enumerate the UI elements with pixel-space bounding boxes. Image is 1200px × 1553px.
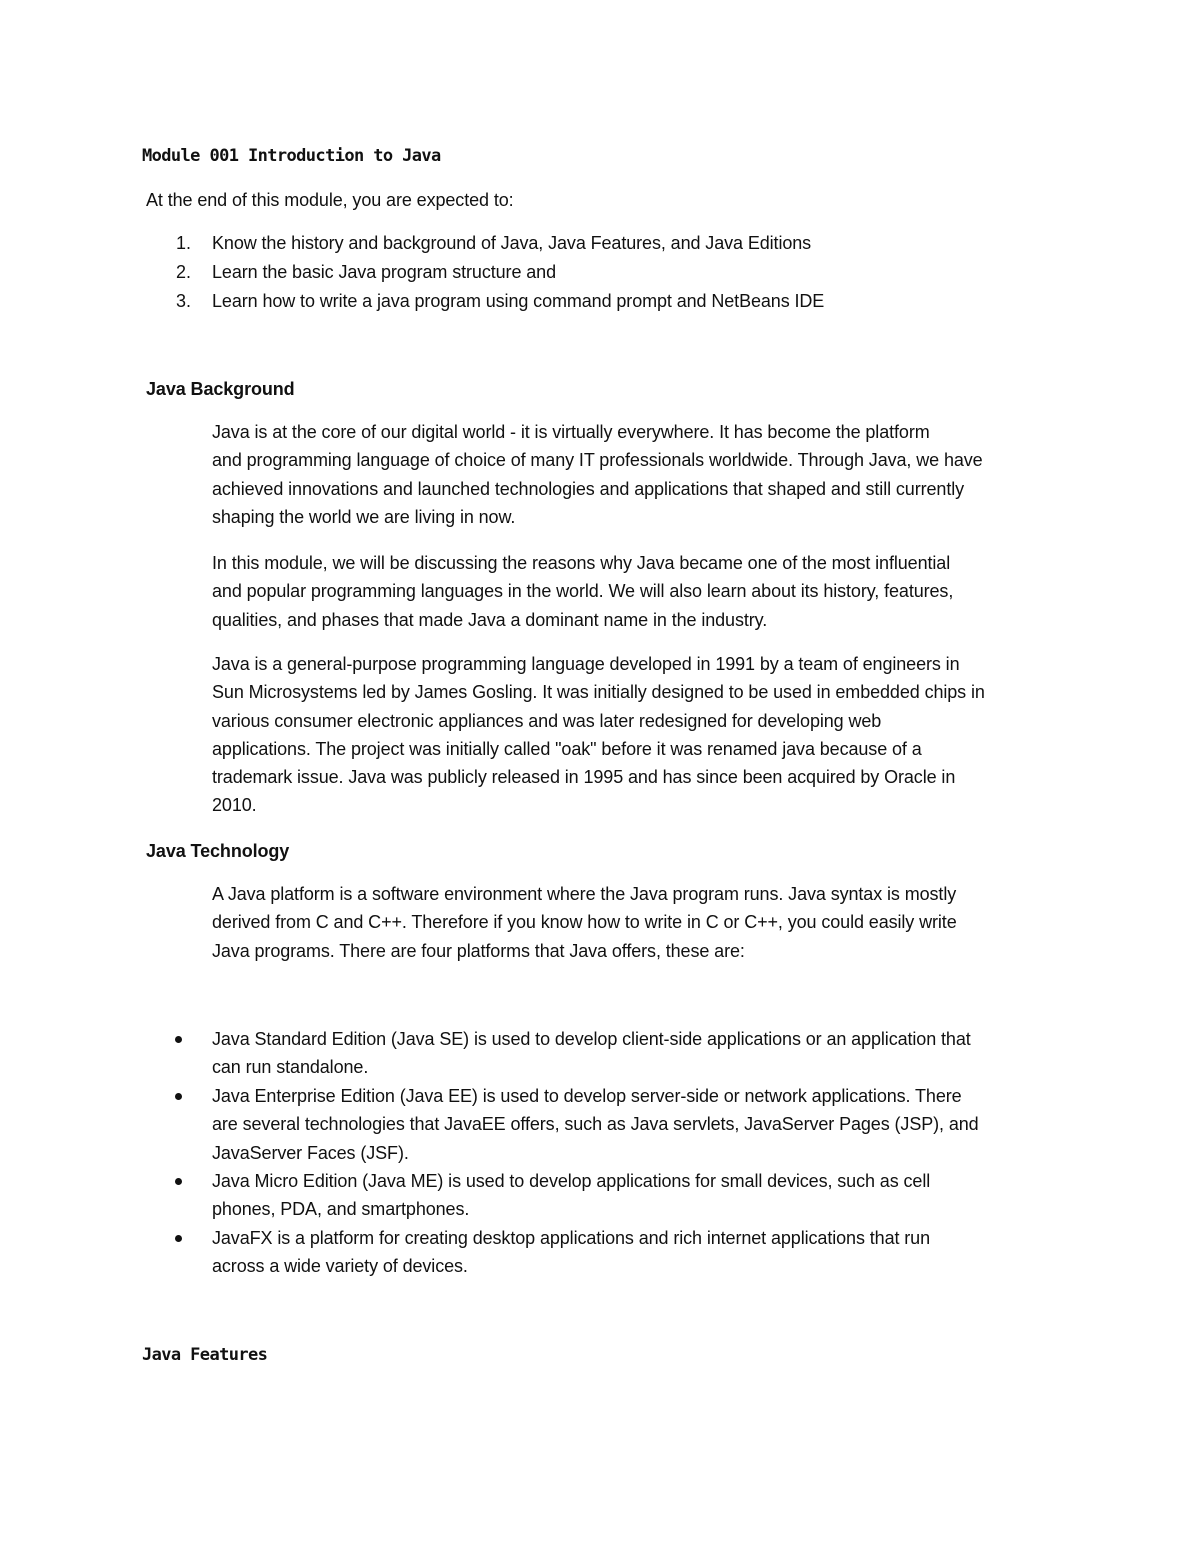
objective-number: 2. <box>176 262 192 282</box>
paragraph-line: various consumer electronic appliances and was later redesigned for developing web <box>212 710 882 731</box>
paragraph-line: Sun Microsystems led by James Gosling. It was initially designed to be used in embedded chips in <box>212 682 985 703</box>
list-item <box>212 1082 979 1167</box>
intro-text: At the end of this module, you are expected to: <box>146 190 514 210</box>
list-item-line: Java Micro Edition (Java ME) is used to develop applications for small devices, such as cell <box>212 1171 931 1191</box>
paragraph-line: trademark issue. Java was publicly released in 1995 and has since been acquired by Oracle in <box>212 767 956 788</box>
paragraph-line: In this module, we will be discussing the reasons why Java became one of the most influential <box>212 553 951 573</box>
list-item <box>212 1167 930 1224</box>
objective-number: 3. <box>176 291 192 311</box>
objective-number: 1. <box>176 233 192 253</box>
background-paragraph-3 <box>212 650 985 820</box>
paragraph-line: Java is a general-purpose programming language developed in 1991 by a team of engineers in <box>212 654 960 674</box>
paragraph-line: and popular programming languages in the world. We will also learn about its history, features, <box>212 581 954 602</box>
background-paragraph-1 <box>212 418 983 531</box>
section-heading-java-technology: Java Technology <box>146 841 290 861</box>
bullet-icon <box>175 1093 182 1100</box>
paragraph-line: A Java platform is a software environment where the Java program runs. Java syntax is mostly <box>212 884 957 904</box>
list-item-line: are several technologies that JavaEE offers, such as Java servlets, JavaServer Pages (JSP), and <box>212 1114 979 1135</box>
section-heading-java-features: Java Features <box>142 1345 268 1365</box>
objective-item: Learn how to write a java program using command prompt and NetBeans IDE <box>212 291 825 311</box>
bullet-icon <box>175 1178 182 1185</box>
objective-item: Learn the basic Java program structure and <box>212 262 556 282</box>
paragraph-line: and programming language of choice of many IT professionals worldwide. Through Java, we have <box>212 450 983 471</box>
list-item-line: JavaFX is a platform for creating desktop applications and rich internet applications that run <box>212 1228 930 1248</box>
section-heading-java-background: Java Background <box>146 379 295 399</box>
background-paragraph-2 <box>212 549 953 634</box>
paragraph-line: Java programs. There are four platforms that Java offers, these are: <box>212 940 745 961</box>
list-item-line: Java Standard Edition (Java SE) is used to develop client-side applications or an application that <box>212 1029 971 1049</box>
technology-paragraph <box>212 880 957 965</box>
list-item-line: can run standalone. <box>212 1057 369 1078</box>
list-item-line: JavaServer Faces (JSF). <box>212 1142 409 1163</box>
module-title: Module 001 Introduction to Java <box>142 146 441 166</box>
paragraph-line: qualities, and phases that made Java a dominant name in the industry. <box>212 609 768 630</box>
list-item-line: across a wide variety of devices. <box>212 1256 468 1277</box>
list-item <box>212 1025 971 1082</box>
paragraph-line: applications. The project was initially called "oak" before it was renamed java because of a <box>212 738 922 759</box>
bullet-icon <box>175 1235 182 1242</box>
paragraph-line: achieved innovations and launched technologies and applications that shaped and still currently <box>212 478 965 499</box>
bullet-icon <box>175 1036 182 1043</box>
paragraph-line: shaping the world we are living in now. <box>212 506 516 527</box>
paragraph-line: derived from C and C++. Therefore if you know how to write in C or C++, you could easily write <box>212 912 957 933</box>
list-item <box>212 1224 930 1281</box>
paragraph-line: Java is at the core of our digital world - it is virtually everywhere. It has become the platform <box>212 422 930 442</box>
objective-item: Know the history and background of Java, Java Features, and Java Editions <box>212 233 812 253</box>
list-item-line: Java Enterprise Edition (Java EE) is used to develop server-side or network applications. There <box>212 1086 962 1106</box>
paragraph-line: 2010. <box>212 795 257 816</box>
list-item-line: phones, PDA, and smartphones. <box>212 1199 470 1220</box>
